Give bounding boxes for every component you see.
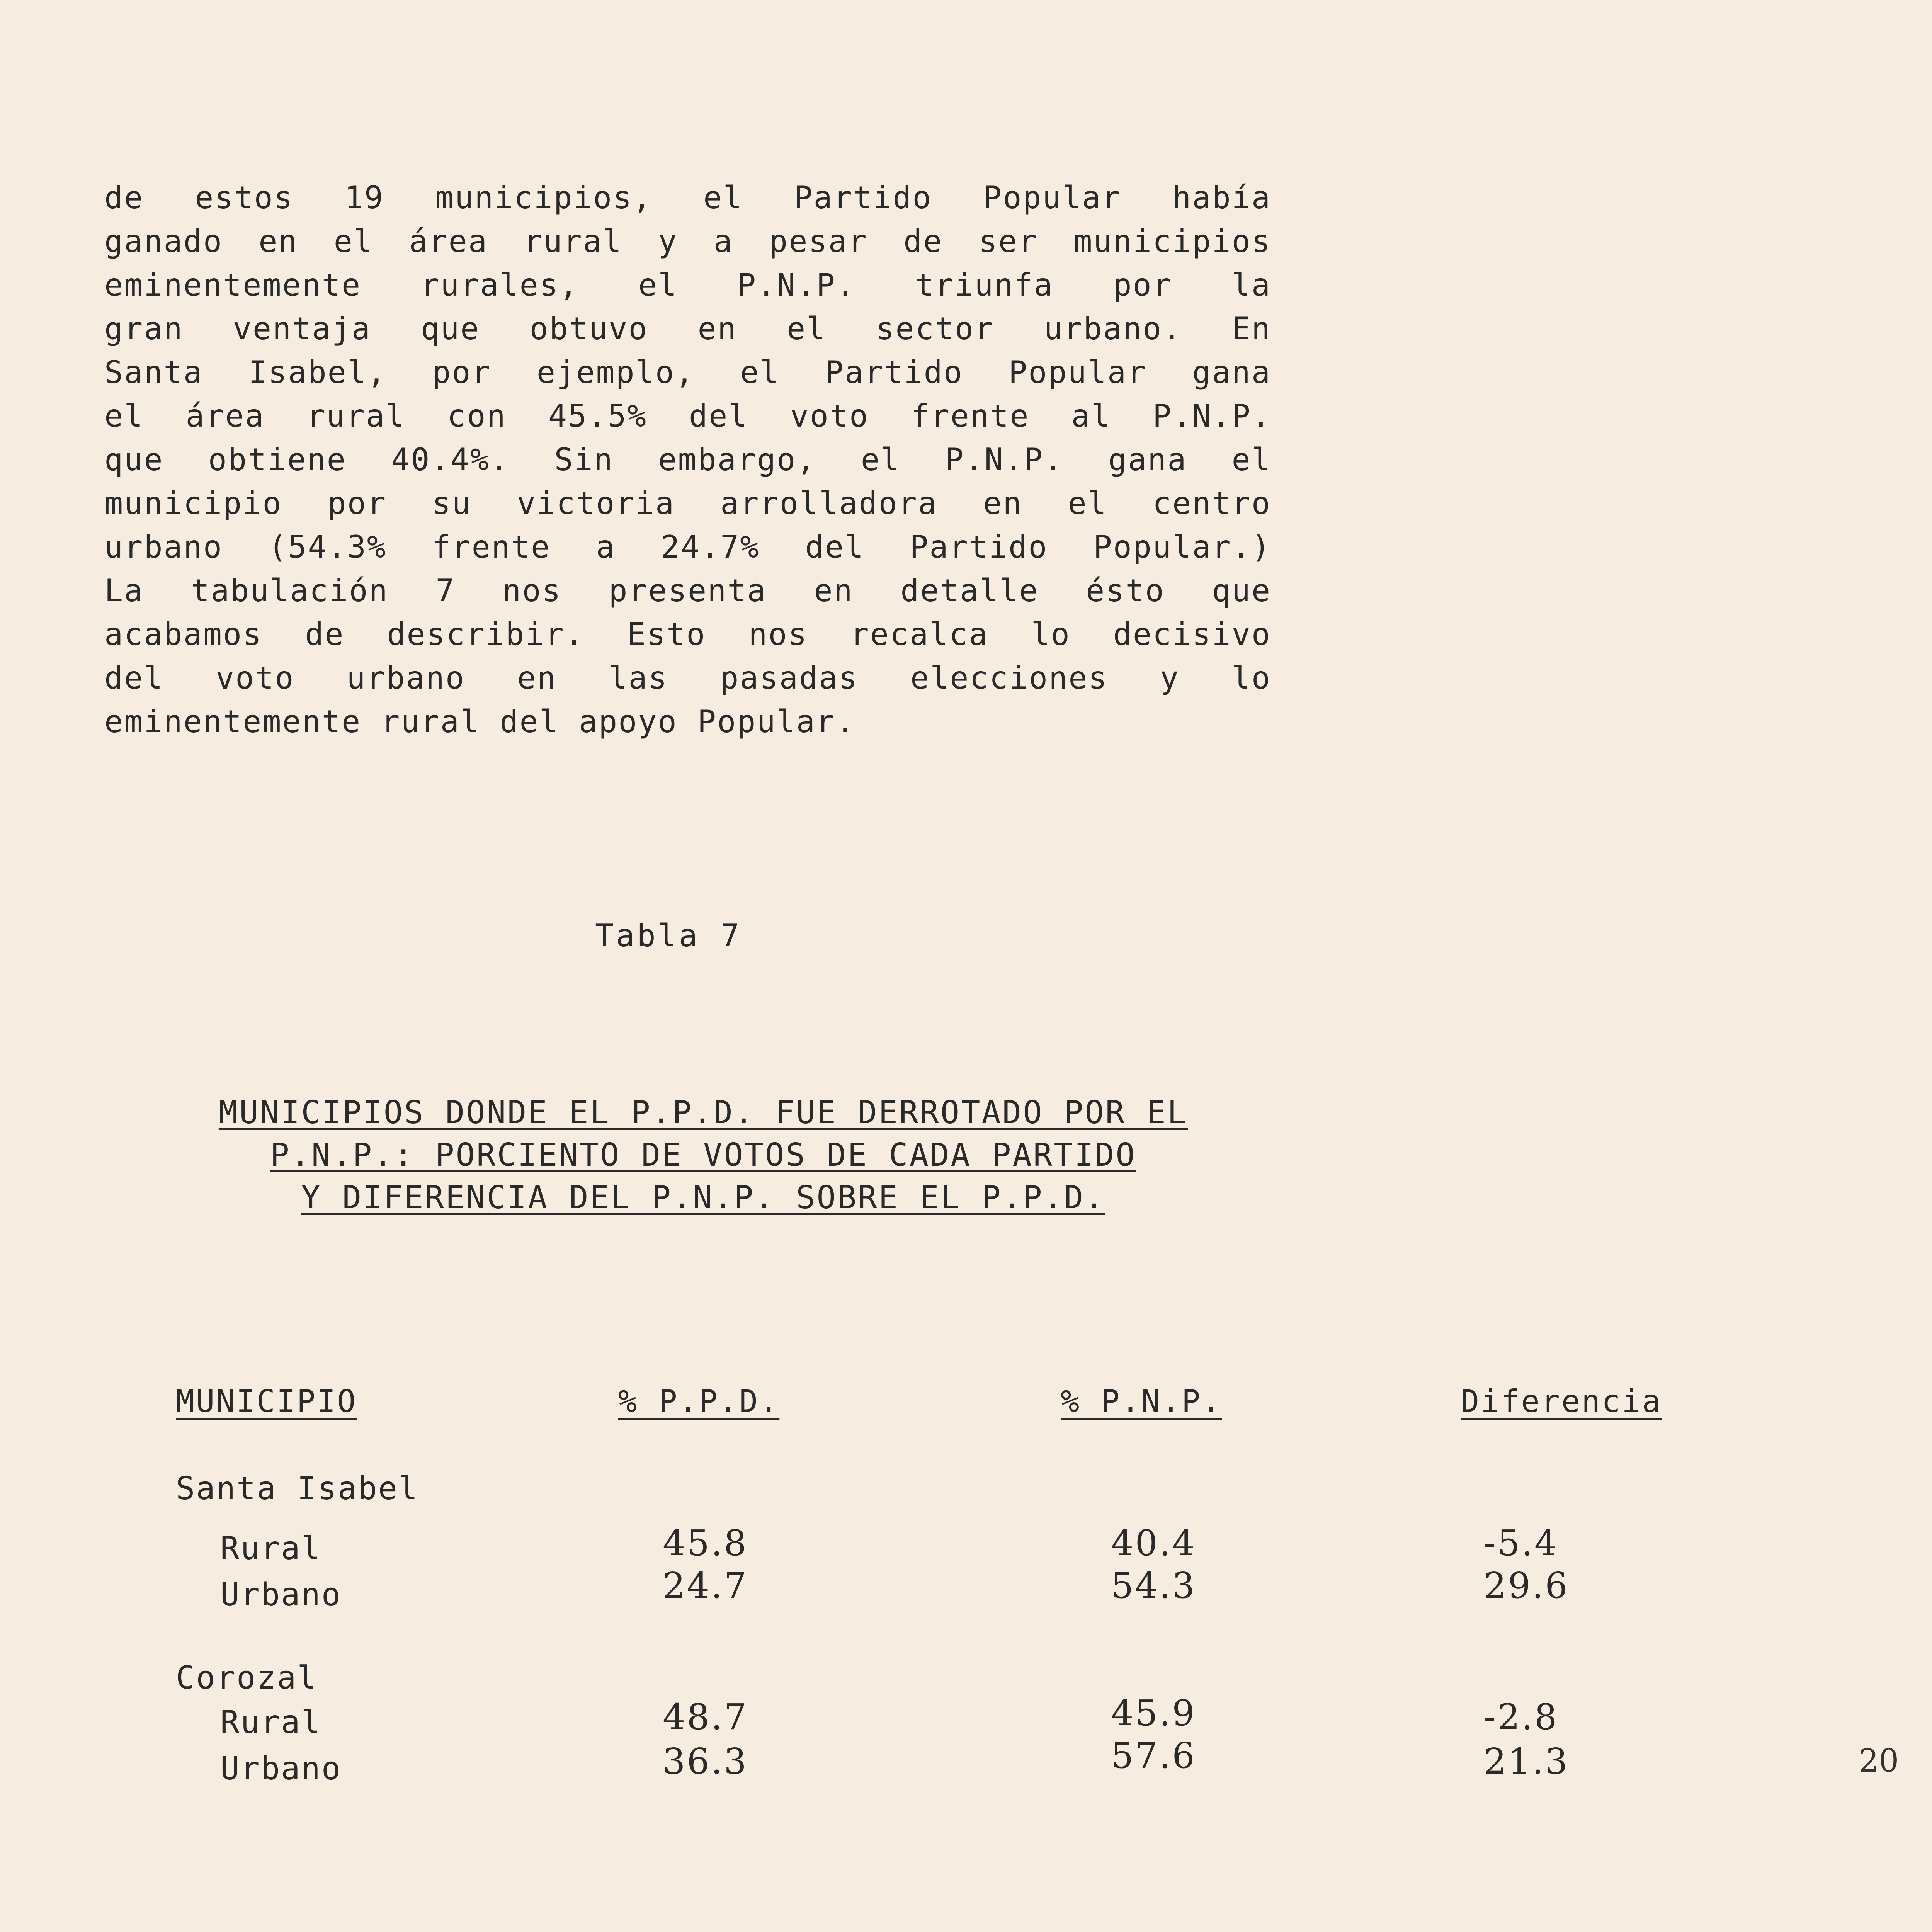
body-paragraph (104, 176, 1271, 743)
paragraph-line: urbano (54.3% frente a 24.7% del Partido Popular.) (104, 529, 1271, 565)
table-title-line (151, 1177, 1256, 1219)
table-title-line (151, 1092, 1256, 1134)
cell-ppd: 24.7 (663, 1565, 748, 1606)
paragraph-line: gran ventaja que obtuvo en el sector urbano. En (104, 311, 1271, 347)
cell-diferencia: 21.3 (1484, 1741, 1569, 1782)
table-label: Tabla 7 (595, 918, 742, 954)
cell-pnp: 57.6 (1111, 1735, 1196, 1776)
row-label: Rural (220, 1530, 321, 1567)
paragraph-line: el área rural con 45.5% del voto frente al P.N.P. (104, 398, 1271, 434)
paragraph-line: municipio por su victoria arrolladora en el centro (104, 485, 1271, 521)
paragraph-line: La tabulación 7 nos presenta en detalle ésto que (104, 573, 1271, 609)
cell-ppd: 36.3 (663, 1741, 748, 1782)
table-title-text: P.N.P.: PORCIENTO DE VOTOS DE CADA PARTIDO (270, 1137, 1136, 1173)
paragraph-line: ganado en el área rural y a pesar de ser municipios (104, 223, 1271, 259)
table-title (151, 1092, 1256, 1219)
table-title-text: Y DIFERENCIA DEL P.N.P. SOBRE EL P.P.D. (301, 1179, 1105, 1216)
row-label: Urbano (220, 1750, 342, 1787)
page-number: 20 (1859, 1743, 1899, 1779)
cell-pnp: 54.3 (1111, 1565, 1196, 1606)
row-label: Urbano (220, 1577, 342, 1613)
paragraph-line: acabamos de describir. Esto nos recalca lo decisivo (104, 616, 1271, 652)
group-name: Santa Isabel (176, 1470, 419, 1507)
cell-pnp: 45.9 (1111, 1692, 1196, 1734)
cell-diferencia: 29.6 (1484, 1565, 1569, 1606)
cell-pnp: 40.4 (1111, 1522, 1196, 1564)
paragraph-line: que obtiene 40.4%. Sin embargo, el P.N.P. gana el (104, 442, 1271, 478)
paragraph-line: eminentemente rural del apoyo Popular. (104, 704, 856, 740)
column-header-pnp: % P.N.P. (1061, 1383, 1222, 1419)
cell-ppd: 48.7 (663, 1696, 748, 1738)
cell-diferencia: -5.4 (1484, 1522, 1559, 1564)
column-header-ppd: % P.P.D. (618, 1383, 780, 1419)
paragraph-line: de estos 19 municipios, el Partido Popular había (104, 180, 1271, 216)
column-header-municipio: MUNICIPIO (176, 1383, 357, 1419)
table-title-line (151, 1134, 1256, 1177)
group-name: Corozal (176, 1660, 318, 1696)
row-label: Rural (220, 1704, 321, 1741)
paragraph-line: eminentemente rurales, el P.N.P. triunfa por la (104, 267, 1271, 303)
column-header-diferencia: Diferencia (1461, 1383, 1662, 1419)
table-title-text: MUNICIPIOS DONDE EL P.P.D. FUE DERROTADO POR EL (218, 1094, 1188, 1131)
paragraph-line: Santa Isabel, por ejemplo, el Partido Popular gana (104, 354, 1271, 390)
cell-diferencia: -2.8 (1484, 1696, 1559, 1738)
paragraph-line: del voto urbano en las pasadas elecciones y lo (104, 660, 1271, 696)
cell-ppd: 45.8 (663, 1522, 748, 1564)
